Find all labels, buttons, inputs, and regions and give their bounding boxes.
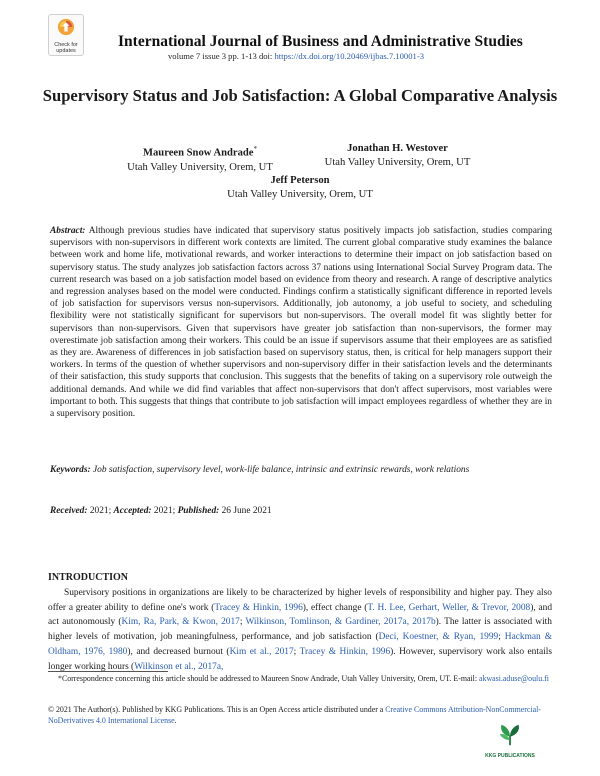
citation-link[interactable]: Deci, Koestner, & Ryan, 1999	[378, 632, 499, 643]
footnote-divider	[48, 671, 168, 672]
citation-link[interactable]: Tracey & Hinkin, 1996	[214, 602, 303, 613]
update-icon	[57, 18, 75, 36]
section-heading: INTRODUCTION	[48, 572, 129, 583]
intro-text: ). The latter is associated with higher levels of motivation, job meaningfulness, performance, and job satisfaction (	[48, 617, 552, 643]
keywords	[50, 464, 552, 476]
check-for-updates-badge[interactable]	[48, 14, 84, 56]
author-name: Jeff Peterson	[270, 175, 330, 186]
author-block	[305, 142, 490, 170]
author-name: Maureen Snow Andrade	[143, 147, 254, 159]
journal-meta	[168, 51, 424, 61]
article-dates	[50, 506, 272, 516]
abstract	[50, 225, 552, 420]
citation-link[interactable]: Tracey & Hinkin, 1996	[299, 646, 391, 657]
accepted-value: 2021;	[153, 506, 176, 516]
paper-title: Supervisory Status and Job Satisfaction: A Global Comparative Analysis	[42, 86, 558, 105]
badge-line1: Check for	[54, 42, 78, 48]
published-label: Published:	[177, 506, 220, 516]
license-text: .	[174, 715, 177, 725]
citation-link[interactable]: Kim, Ra, Park, & Kwon, 2017	[121, 617, 240, 628]
footnote-text: *Correspondence concerning this article should be addressed to Maureen Snow Andrade, Utah Valley University, Orem, UT. E-mail:	[58, 674, 478, 683]
publisher-logo	[480, 722, 540, 762]
author-block	[110, 142, 290, 175]
author-affiliation: Utah Valley University, Orem, UT	[227, 189, 373, 200]
email-link[interactable]: akwasi.aduse@oulu.fi	[479, 674, 549, 683]
license-link[interactable]: NonCommercial-NoDerivatives 4.0 International License	[48, 705, 541, 725]
intro-text: ;	[239, 617, 246, 628]
intro-text: ), effect change (	[302, 602, 368, 613]
published-value: 26 June 2021	[221, 506, 272, 516]
intro-paragraph	[48, 586, 552, 674]
author-affiliation: Utah Valley University, Orem, UT	[127, 161, 273, 173]
badge-line2: updates	[56, 48, 76, 54]
intro-text: ). However, supervisory work also entails longer working hours (	[48, 646, 552, 672]
intro-text: ), and decreased burnout (	[127, 646, 230, 657]
author-affiliation: Utah Valley University, Orem, UT	[324, 157, 471, 168]
received-label: Received:	[50, 506, 88, 516]
received-value: 2021;	[89, 506, 112, 516]
kkg-logo-icon	[493, 722, 527, 748]
abstract-text: Although previous studies have indicated that supervisory status positively impacts job satisfaction, studies comparing supervisors with non-supervisors in different work contexts are limited. The current global comparative study examines the balance between work and home life, motivational rewards, and worker interactions to determine their impact on job satisfaction based on supervisory status. The study analyzes job satisfaction factors across 37 nations using International Social Survey Program data. The current research was based on a job satisfaction model based on evidence from theory and research. A range of descriptive analytics and regression analyses based on the model were conducted. Findings confirm a statistically significant difference in reported levels of job satisfaction for supervisors versus non-supervisors. Additionally, job autonomy, a job useful to society, and scheduling flexibility were not statistically significant for supervisors but non-supervisors. The overall model fit was slightly better for supervisors than non-supervisors. Given that supervisors have greater job satisfaction than non-supervisors, the former may overestimate job satisfaction among their workers. This could be an issue if supervisors assume that their employees are as satisfied as they are. Awareness of differences in job satisfaction based on supervisory status, then, is critical for help managers support their workers. In terms of the question of whether supervisors and non-supervisory differ in their satisfaction levels and the determinants of their satisfaction, this study supports that conclusion. This suggests that the benefits of taking on a supervisory role outweigh the additional demands. And while we did find variables that affect non-supervisors that don't affect supervisors, most variables were important to both. This suggests that things that contribute to job satisfaction will impact employees regardless of whether they are in a supervisory position.	[50, 226, 553, 420]
keywords-text: Job satisfaction, supervisory level, work-life balance, intrinsic and extrinsic rewards, work relations	[92, 465, 470, 475]
issue-info: volume 7 issue 3 pp. 1-13 doi:	[168, 51, 275, 61]
citation-link[interactable]: Wilkinson et al., 2017a,	[134, 661, 224, 672]
citation-link[interactable]: Kim et al., 2017	[229, 646, 294, 657]
license-notice	[48, 705, 552, 726]
intro-text: Supervisory positions in organizations are likely to be characterized by higher levels of responsibility and higher pay. They also offer a greater ability to define one's work (	[48, 588, 552, 613]
intro-text: ;	[293, 646, 300, 657]
keywords-label: Keywords:	[50, 465, 91, 475]
journal-title: International Journal of Business and Administrative Studies	[118, 33, 523, 50]
intro-text: ;	[498, 632, 505, 643]
correspondence-footnote	[48, 674, 552, 685]
accepted-label: Accepted:	[113, 506, 152, 516]
author-name: Jonathan H. Westover	[347, 143, 448, 154]
license-text: © 2021 The Author(s). Published by KKG Publications. This is an Open Access article distributed under a	[48, 705, 386, 714]
license-link[interactable]: Creative Commons Attribution-	[385, 705, 486, 714]
author-block	[200, 174, 400, 202]
intro-text: ), and act autonomously (	[48, 602, 553, 628]
author-mark: *	[253, 145, 257, 153]
citation-link[interactable]: T. H. Lee, Gerhart, Weller, & Trevor, 2008	[367, 602, 531, 613]
logo-text: KKG PUBLICATIONS	[485, 753, 535, 759]
abstract-label: Abstract:	[50, 226, 86, 236]
doi-link[interactable]: https://dx.doi.org/10.20469/ijbas.7.10001-3	[274, 51, 424, 61]
citation-link[interactable]: Hackman & Oldham, 1976, 1980	[48, 632, 552, 657]
citation-link[interactable]: Wilkinson, Tomlinson, & Gardiner, 2017a, 2017b	[245, 617, 436, 628]
